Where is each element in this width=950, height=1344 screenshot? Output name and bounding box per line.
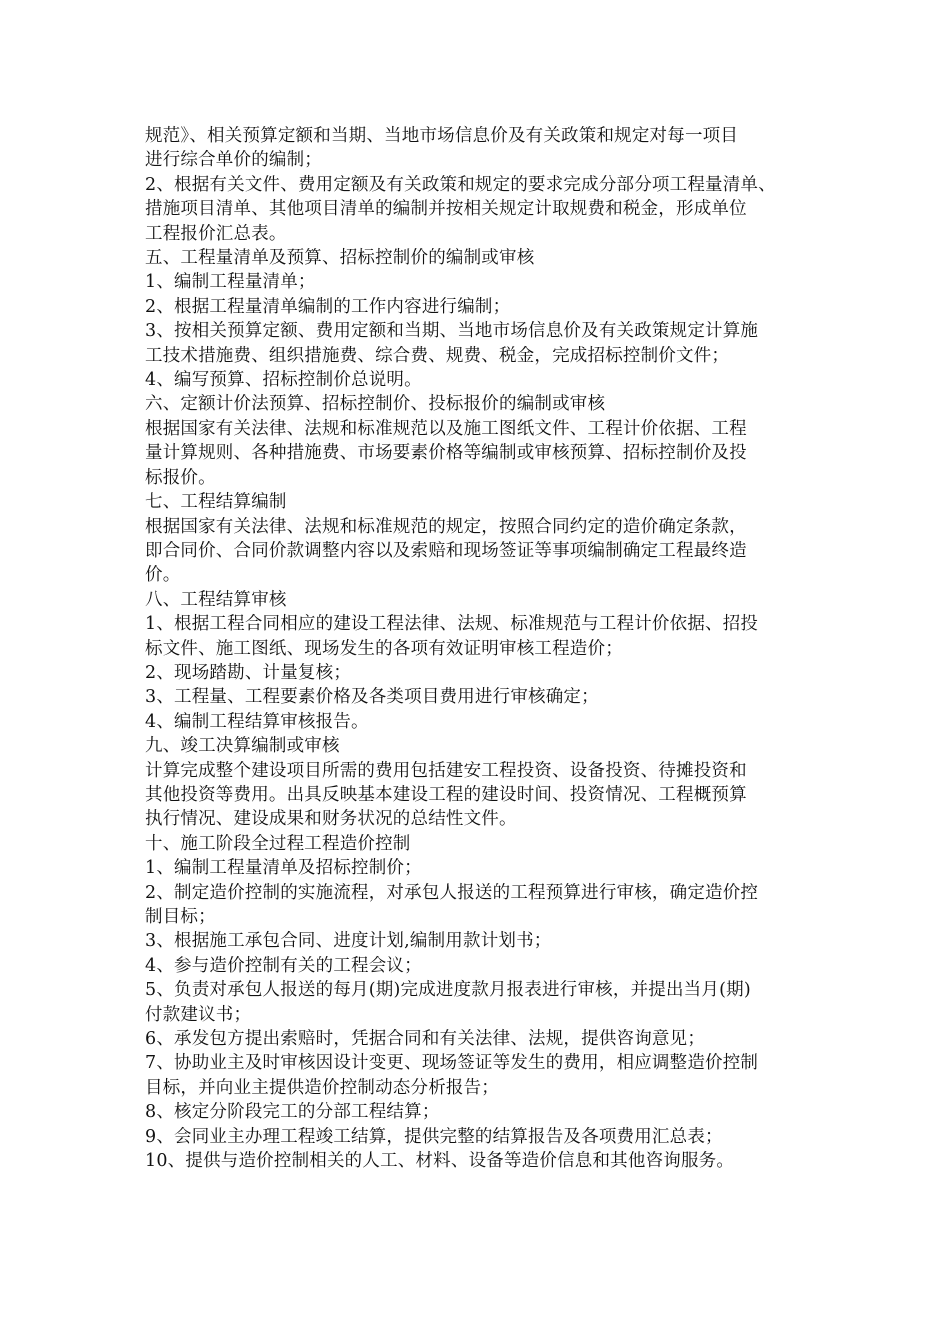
text-line: 即合同价、合同价款调整内容以及索赔和现场签证等事项编制确定工程最终造 bbox=[145, 540, 747, 561]
text-line: 4、编写预算、招标控制价总说明。 bbox=[145, 370, 422, 391]
text-line: 标文件、施工图纸、现场发生的各项有效证明审核工程造价； bbox=[145, 638, 623, 659]
text-line: 五、工程量清单及预算、招标控制价的编制或审核 bbox=[145, 248, 535, 269]
text-line: 制目标； bbox=[145, 907, 216, 927]
text-line: 1、编制工程量清单及招标控制价； bbox=[145, 858, 422, 879]
text-line: 量计算规则、各种措施费、市场要素价格等编制或审核预算、招标控制价及投 bbox=[145, 443, 747, 464]
text-line: 3、按相关预算定额、费用定额和当期、当地市场信息价及有关政策规定计算施 bbox=[145, 321, 759, 342]
text-line: 2、现场踏勘、计量复核； bbox=[145, 662, 352, 683]
text-line: 八、工程结算审核 bbox=[145, 589, 287, 610]
text-line: 1、编制工程量清单； bbox=[145, 272, 316, 293]
text-line: 10、提供与造价控制相关的人工、材料、设备等造价信息和其他咨询服务。 bbox=[145, 1151, 735, 1172]
text-line: 规范》、相关预算定额和当期、当地市场信息价及有关政策和规定对每一项目 bbox=[145, 126, 739, 146]
text-line: 付款建议书； bbox=[145, 1004, 252, 1025]
text-line: 九、竣工决算编制或审核 bbox=[145, 736, 340, 757]
text-line: 价。 bbox=[145, 565, 181, 586]
text-line: 七、工程结算编制 bbox=[145, 492, 287, 513]
text-line: 3、根据施工承包合同、进度计划,编制用款计划书； bbox=[145, 931, 552, 952]
text-line: 执行情况、建设成果和财务状况的总结性文件。 bbox=[145, 809, 517, 830]
text-line: 进行综合单价的编制； bbox=[145, 150, 322, 171]
document-body bbox=[145, 124, 810, 1173]
text-line: 标报价。 bbox=[145, 467, 216, 488]
text-line: 其他投资等费用。出具反映基本建设工程的建设时间、投资情况、工程概预算 bbox=[145, 784, 747, 805]
text-line: 4、参与造价控制有关的工程会议； bbox=[145, 955, 422, 976]
text-line: 6、承发包方提出索赔时，凭据合同和有关法律、法规，提供咨询意见； bbox=[145, 1029, 706, 1050]
text-line: 2、根据工程量清单编制的工作内容进行编制； bbox=[145, 296, 511, 317]
text-line: 根据国家有关法律、法规和标准规范以及施工图纸文件、工程计价依据、工程 bbox=[145, 418, 747, 439]
text-line: 六、定额计价法预算、招标控制价、投标报价的编制或审核 bbox=[145, 394, 606, 415]
text-line: 目标，并向业主提供造价控制动态分析报告； bbox=[145, 1077, 499, 1098]
text-line: 7、协助业主及时审核因设计变更、现场签证等发生的费用，相应调整造价控制 bbox=[145, 1053, 759, 1074]
text-line: 工程报价汇总表。 bbox=[145, 223, 287, 244]
text-line: 5、负责对承包人报送的每月(期)完成进度款月报表进行审核，并提出当月(期) bbox=[145, 980, 751, 1001]
text-line: 8、核定分阶段完工的分部工程结算； bbox=[145, 1102, 440, 1123]
text-line: 计算完成整个建设项目所需的费用包括建安工程投资、设备投资、待摊投资和 bbox=[145, 760, 747, 781]
text-line: 2、根据有关文件、费用定额及有关政策和规定的要求完成分部分项工程量清单、 bbox=[145, 174, 776, 195]
text-line: 3、工程量、工程要素价格及各类项目费用进行审核确定； bbox=[145, 687, 599, 708]
text-line: 2、制定造价控制的实施流程，对承包人报送的工程预算进行审核，确定造价控 bbox=[145, 882, 759, 903]
text-line: 十、施工阶段全过程工程造价控制 bbox=[145, 833, 411, 854]
text-line: 工技术措施费、组织措施费、综合费、规费、税金，完成招标控制价文件； bbox=[145, 345, 730, 366]
text-line: 9、会同业主办理工程竣工结算，提供完整的结算报告及各项费用汇总表； bbox=[145, 1126, 723, 1147]
text-line: 1、根据工程合同相应的建设工程法律、法规、标准规范与工程计价依据、招投 bbox=[145, 614, 759, 635]
text-line: 根据国家有关法律、法规和标准规范的规定，按照合同约定的造价确定条款， bbox=[145, 516, 747, 537]
text-line: 4、编制工程结算审核报告。 bbox=[145, 711, 369, 732]
text-line: 措施项目清单、其他项目清单的编制并按相关规定计取规费和税金，形成单位 bbox=[145, 199, 747, 220]
